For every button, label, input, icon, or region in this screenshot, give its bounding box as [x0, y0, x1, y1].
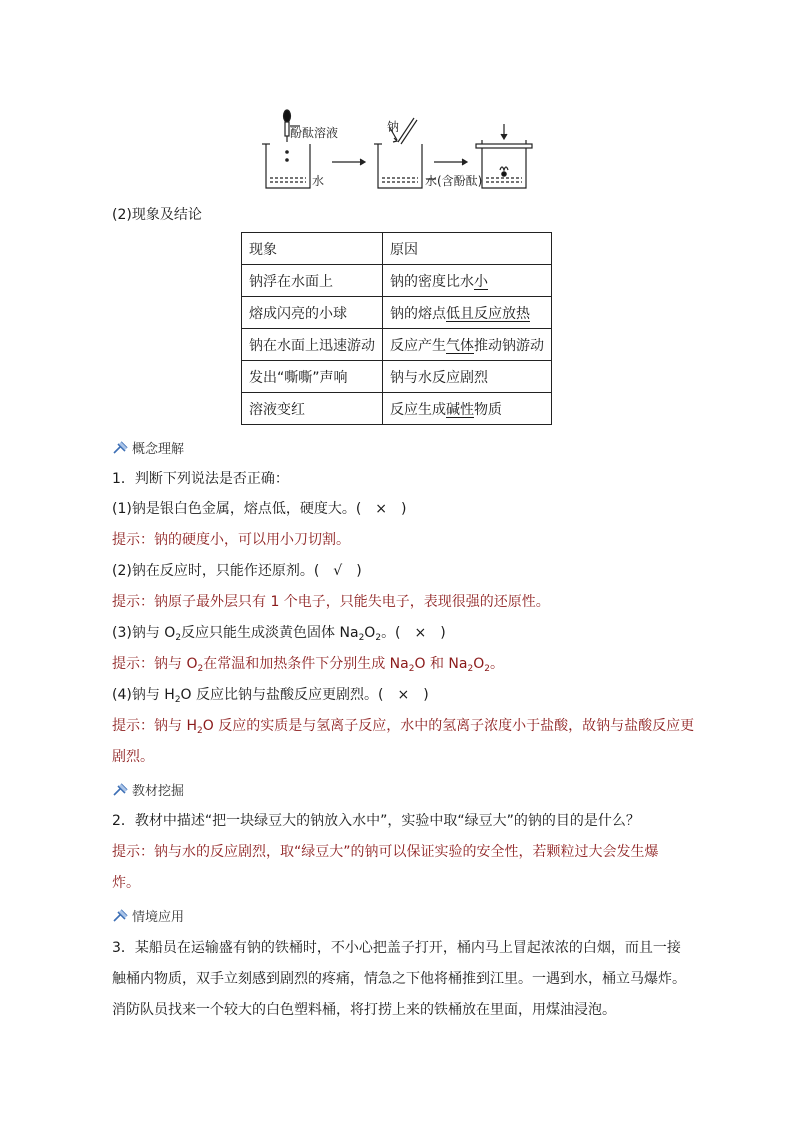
header-reason: 原因	[383, 233, 552, 265]
table-row	[242, 265, 552, 297]
part2-title: (2)现象及结论	[112, 207, 202, 223]
q3-line2: 触桶内物质，双手立刻感到剧烈的疼痛，情急之下他将桶推到江里。一遇到水，桶立马爆炸。	[112, 971, 686, 987]
phenomenon-cell: 钠浮在水面上	[242, 265, 383, 297]
phenomenon-cell: 发出“嘶嘶”声响	[242, 361, 383, 393]
q1-item4: (4)钠与 $H_2O$ 反应比钠与盐酸反应更剧烈。( × )	[112, 687, 429, 705]
q1-item1: (1)钠是银白色金属，熔点低，硬度大。( × )	[112, 501, 407, 517]
q1-hint1: 提示：钠的硬度小，可以用小刀切割。	[112, 532, 350, 548]
reason-cell: 反应产生气体推动钠游动	[383, 329, 552, 361]
phenomenon-cell: 溶液变红	[242, 393, 383, 425]
reason-cell: 反应生成碱性物质	[383, 393, 552, 425]
q1-hint4-cont: 剧烈。	[112, 749, 154, 765]
table-row	[242, 329, 552, 361]
table-row	[242, 297, 552, 329]
q3-line3: 消防队员找来一个较大的白色塑料桶，将打捞上来的铁桶放在里面，用煤油浸泡。	[112, 1002, 616, 1018]
sodium-label: 钠	[387, 120, 400, 134]
q1-title: 1．判断下列说法是否正确：	[112, 471, 289, 487]
table-header-row	[242, 233, 552, 265]
pin-icon	[112, 909, 128, 923]
q3-line1: 3．某船员在运输盛有钠的铁桶时，不小心把盖子打开，桶内马上冒起浓浓的白烟，而且一接	[112, 940, 681, 956]
experiment-drawing	[260, 104, 560, 196]
q2-hint-line2: 炸。	[112, 875, 140, 891]
q2-hint-line1: 提示：钠与水的反应剧烈，取“绿豆大”的钠可以保证实验的安全性，若颗粒过大会发生爆	[112, 844, 659, 860]
reason-cell: 钠的熔点低且反应放热	[383, 297, 552, 329]
table-row	[242, 361, 552, 393]
water-phenol-label: 水(含酚酞)	[425, 174, 483, 188]
q2-title: 2．教材中描述“把一块绿豆大的钠放入水中”，实验中取“绿豆大”的钠的目的是什么？	[112, 813, 640, 829]
phenomena-table	[241, 232, 552, 425]
q1-item3: (3)钠与 $O_2$反应只能生成淡黄色固体 $Na_2O_2$。( × )	[112, 625, 446, 643]
section-textbook: 教材挖掘	[112, 780, 184, 799]
pin-icon	[112, 783, 128, 797]
indicator-label: 酚酞溶液	[290, 126, 339, 140]
section-concept: 概念理解	[112, 438, 184, 457]
q1-item2: (2)钠在反应时，只能作还原剂。( √ )	[112, 563, 362, 579]
phenomenon-cell: 钠在水面上迅速游动	[242, 329, 383, 361]
experiment-diagram	[260, 104, 560, 196]
table-row	[242, 393, 552, 425]
reason-cell: 钠的密度比水小	[383, 265, 552, 297]
q1-hint2: 提示：钠原子最外层只有 1 个电子，只能失电子，表现很强的还原性。	[112, 594, 550, 610]
pin-icon	[112, 441, 128, 455]
header-phenomenon: 现象	[242, 233, 383, 265]
reason-cell: 钠与水反应剧烈	[383, 361, 552, 393]
phenomenon-cell: 熔成闪亮的小球	[242, 297, 383, 329]
water-label: 水	[312, 174, 325, 188]
q1-hint3: 提示：钠与 $O_2$在常温和加热条件下分别生成 $Na_2O$ 和 $Na_2O_2$。	[112, 656, 504, 674]
section-situation: 情境应用	[112, 906, 184, 925]
beaker-2	[378, 144, 422, 188]
q1-hint4: 提示：钠与 $H_2O$ 反应的实质是与氢离子反应，水中的氢离子浓度小于盐酸，故钠与盐酸反应更	[112, 718, 695, 736]
